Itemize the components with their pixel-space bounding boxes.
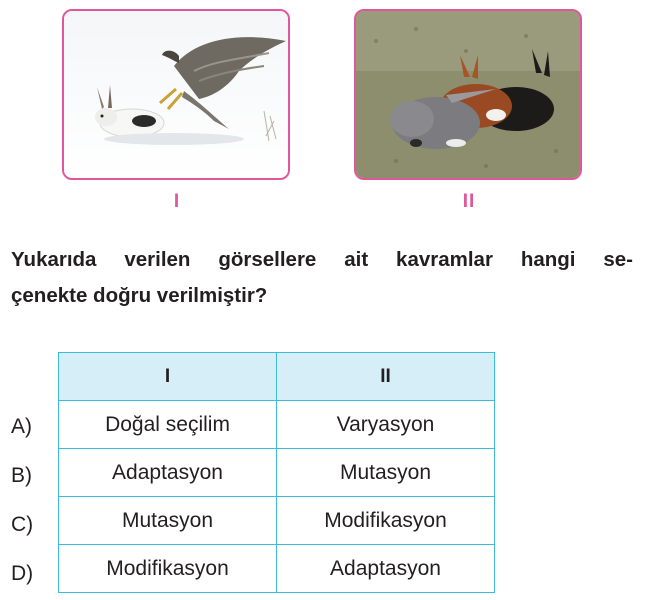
table-cell: Modifikasyon xyxy=(277,497,495,545)
table-row-b[interactable] xyxy=(59,449,495,497)
answer-table xyxy=(58,352,495,593)
table-cell: Doğal seçilim xyxy=(59,401,277,449)
question-text xyxy=(11,242,633,314)
table-header-2: II xyxy=(277,353,495,401)
table-cell: Modifikasyon xyxy=(59,545,277,593)
option-letter-d[interactable]: D) xyxy=(11,562,34,585)
option-letter-a[interactable]: A) xyxy=(11,415,32,438)
table-header-1: I xyxy=(59,353,277,401)
group-of-rabbits-photo xyxy=(354,9,582,180)
question-line-1: Yukarıda verilen görsellere ait kavramlar hangi se- xyxy=(11,248,633,271)
table-cell: Adaptasyon xyxy=(277,545,495,593)
table-cell: Mutasyon xyxy=(277,449,495,497)
question-line-2: çenekte doğru verilmiştir? xyxy=(11,284,268,307)
hawk-catching-rabbit-photo xyxy=(62,9,290,180)
table-row-c[interactable] xyxy=(59,497,495,545)
table-cell: Varyasyon xyxy=(277,401,495,449)
option-letter-c[interactable]: C) xyxy=(11,513,34,536)
image-label-1: I xyxy=(173,191,181,212)
table-row-a[interactable] xyxy=(59,401,495,449)
table-header-row xyxy=(59,353,495,401)
table-row-d[interactable] xyxy=(59,545,495,593)
image-label-2: II xyxy=(462,191,476,212)
table-cell: Adaptasyon xyxy=(59,449,277,497)
table-cell: Mutasyon xyxy=(59,497,277,545)
option-letter-b[interactable]: B) xyxy=(11,464,32,487)
